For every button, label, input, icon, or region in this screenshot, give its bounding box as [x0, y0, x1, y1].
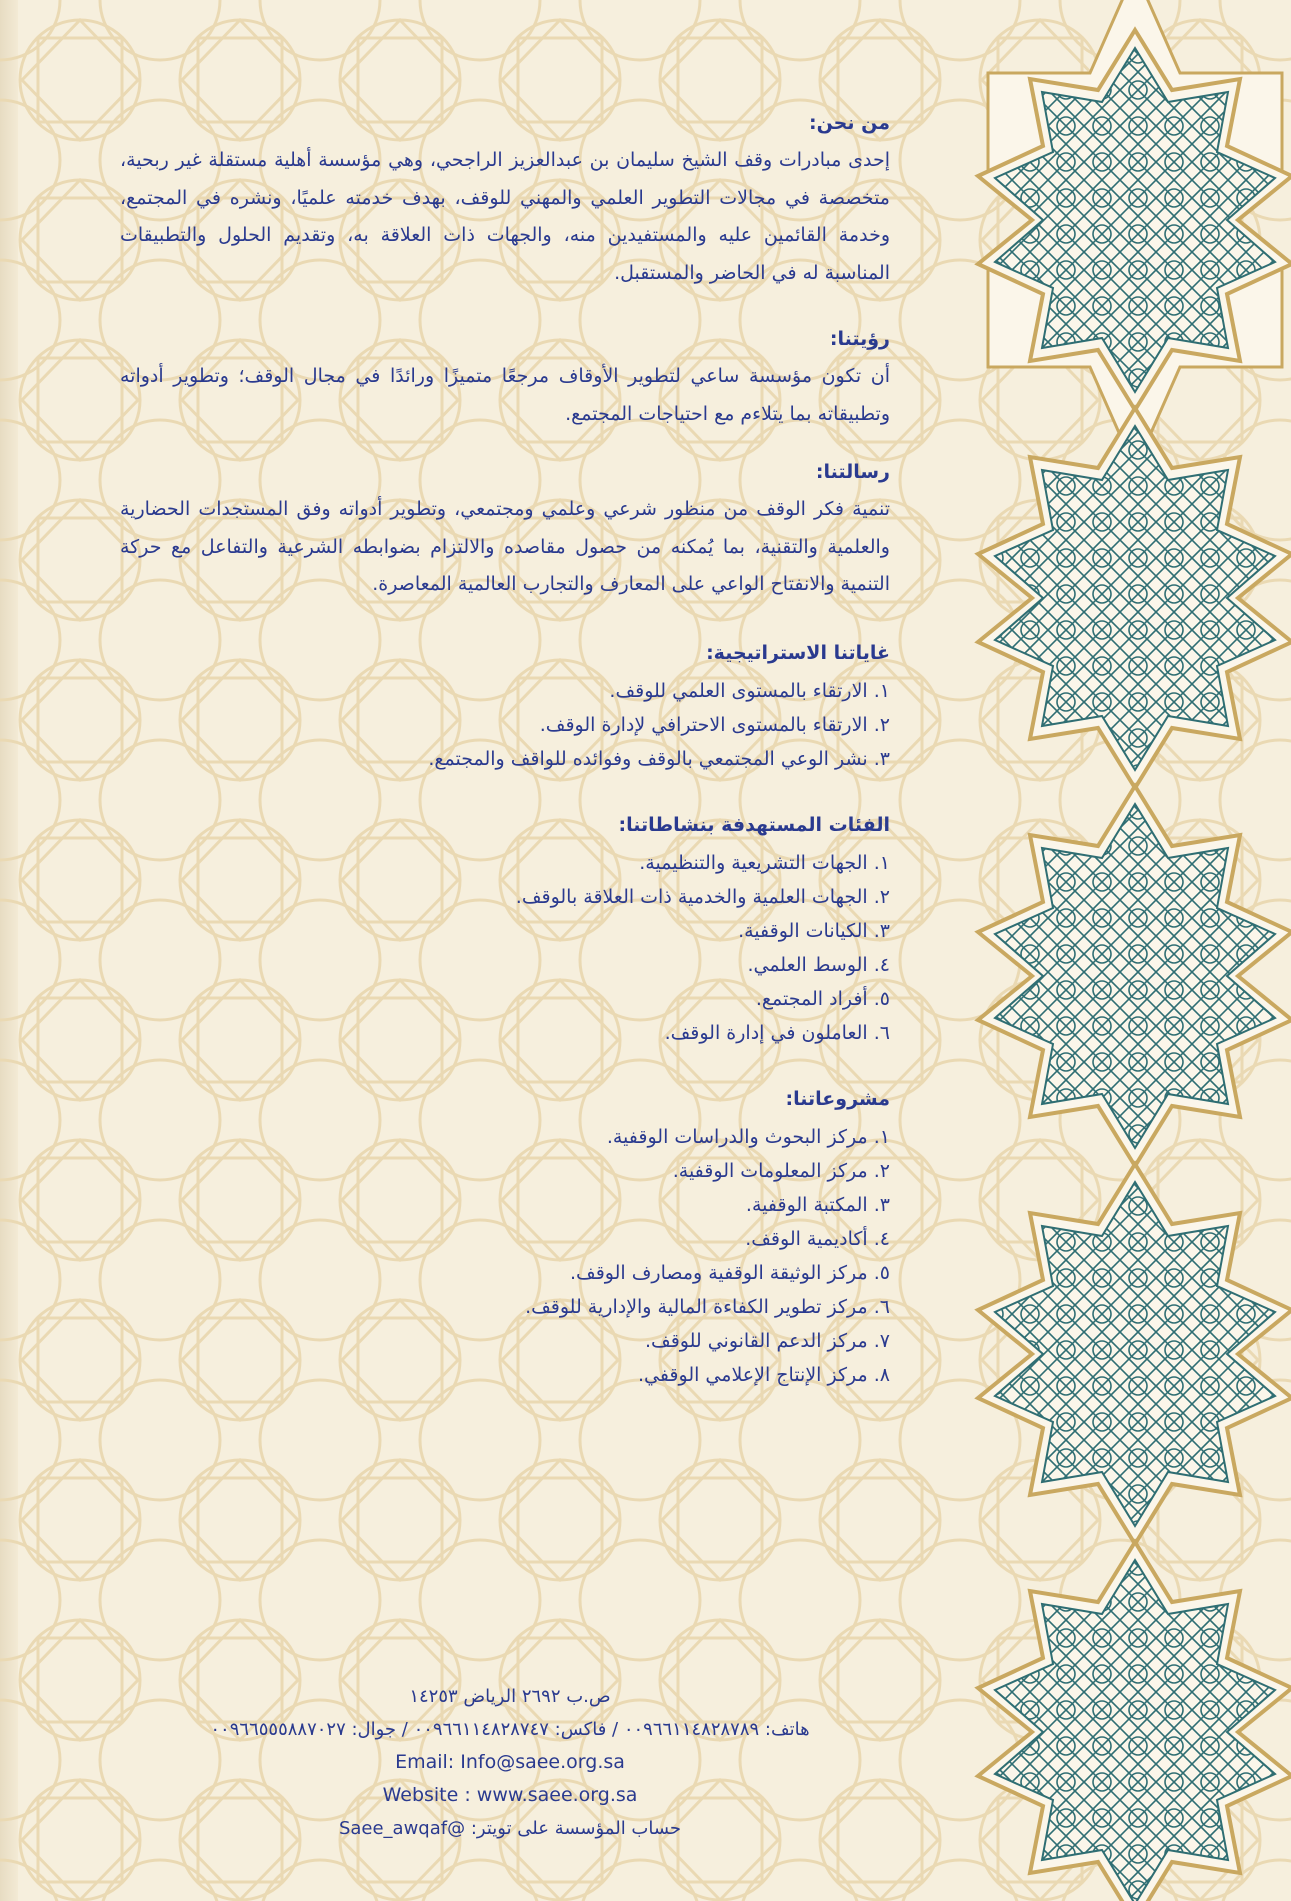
mission-heading: رسالتنا:	[815, 461, 890, 483]
star-5	[978, 1542, 1291, 1901]
contact-block	[120, 1680, 900, 1845]
star-ornament-column	[940, 0, 1291, 1901]
website-address: Website : www.saee.org.sa	[382, 1784, 638, 1806]
list-item: ٧. مركز الدعم القانوني للوقف.	[644, 1329, 890, 1352]
list-item: ٥. مركز الوثيقة الوقفية ومصارف الوقف.	[569, 1261, 890, 1284]
list-item: ٤. أكاديمية الوقف.	[745, 1227, 890, 1250]
list-item: ٨. مركز الإنتاج الإعلامي الوقفي.	[637, 1363, 890, 1386]
goals-heading: غاياتنا الاستراتيجية:	[706, 641, 890, 664]
targets-section	[120, 814, 890, 1050]
mission-text: تنمية فكر الوقف من منظور شرعي وعلمي ومجتمعي، وتطوير أدواته وفق المستجدات الحضارية والعلمية والتقنية، بما يُمكنه من حصول مقاصده والالتزام بضوابطه الشرعية والتفاعل مع حركة التنمية والانفتاح الواعي على المعارف والتجارب العالمية المعاصرة.	[120, 498, 890, 595]
mission-section	[120, 461, 890, 604]
goals-section	[120, 642, 890, 776]
list-item: ٣. المكتبة الوقفية.	[745, 1193, 890, 1216]
list-item: ٢. مركز المعلومات الوقفية.	[672, 1159, 890, 1182]
about-text: إحدى مبادرات وقف الشيخ سليمان بن عبدالعزيز الراجحي، وهي مؤسسة أهلية مستقلة غير ربحية، متخصصة في مجالات التطوير العلمي والمهني للوقف، بهدف خدمته علميًا، ونشره في المجتمع، وخدمة القائمين عليه والمستفيدين منه، والجهات ذات العلاقة به، وتقديم الحلول والتطبيقات المناسبة له في الحاضر والمستقبل.	[120, 149, 890, 284]
vision-section	[120, 328, 890, 433]
targets-list	[120, 846, 890, 1050]
about-heading: من نحن:	[808, 112, 890, 134]
list-item: ٣. نشر الوعي المجتمعي بالوقف وفوائده للواقف والمجتمع.	[428, 747, 890, 770]
about-section	[120, 112, 890, 292]
vision-text: أن تكون مؤسسة ساعي لتطوير الأوقاف مرجعًا متميزًا ورائدًا في مجال الوقف؛ وتطوير أدواته وتطبيقاته بما يتلاءم مع احتياجات المجتمع.	[120, 365, 890, 425]
po-box: ص.ب ٢٦٩٢ الرياض ١٤٢٥٣	[409, 1686, 611, 1707]
list-item: ٥. أفراد المجتمع.	[755, 987, 890, 1010]
goals-list	[120, 674, 890, 776]
projects-section	[120, 1088, 890, 1392]
list-item: ٤. الوسط العلمي.	[747, 953, 890, 976]
list-item: ٦. مركز تطوير الكفاءة المالية والإدارية للوقف.	[525, 1295, 890, 1318]
star-4	[978, 1164, 1291, 1544]
projects-heading: مشروعاتنا:	[785, 1087, 890, 1110]
list-item: ١. الجهات التشريعية والتنظيمية.	[639, 851, 890, 874]
vision-heading: رؤيتنا:	[829, 328, 890, 350]
back-cover-text	[120, 112, 890, 1392]
list-item: ٣. الكيانات الوقفية.	[738, 919, 890, 942]
targets-heading: الفئات المستهدفة بنشاطاتنا:	[618, 813, 890, 836]
list-item: ٦. العاملون في إدارة الوقف.	[664, 1021, 890, 1044]
list-item: ٢. الارتقاء بالمستوى الاحترافي لإدارة الوقف.	[539, 713, 890, 736]
star-3	[978, 786, 1291, 1166]
list-item: ٢. الجهات العلمية والخدمية ذات العلاقة بالوقف.	[515, 885, 890, 908]
twitter-account: حساب المؤسسة على تويتر: @Saee_awqaf	[338, 1818, 682, 1839]
email-address: Email: Info@saee.org.sa	[395, 1751, 625, 1773]
list-item: ١. مركز البحوث والدراسات الوقفية.	[606, 1125, 890, 1148]
projects-list	[120, 1120, 890, 1392]
star-2	[978, 408, 1291, 788]
phone-numbers: هاتف: ٠٠٩٦٦١١٤٨٢٨٧٨٩ / فاكس: ٠٠٩٦٦١١٤٨٢٨٧٤٧ / جوال: ٠٠٩٦٦٥٥٥٨٨٧٠٢٧	[210, 1719, 810, 1740]
list-item: ١. الارتقاء بالمستوى العلمي للوقف.	[609, 679, 890, 702]
